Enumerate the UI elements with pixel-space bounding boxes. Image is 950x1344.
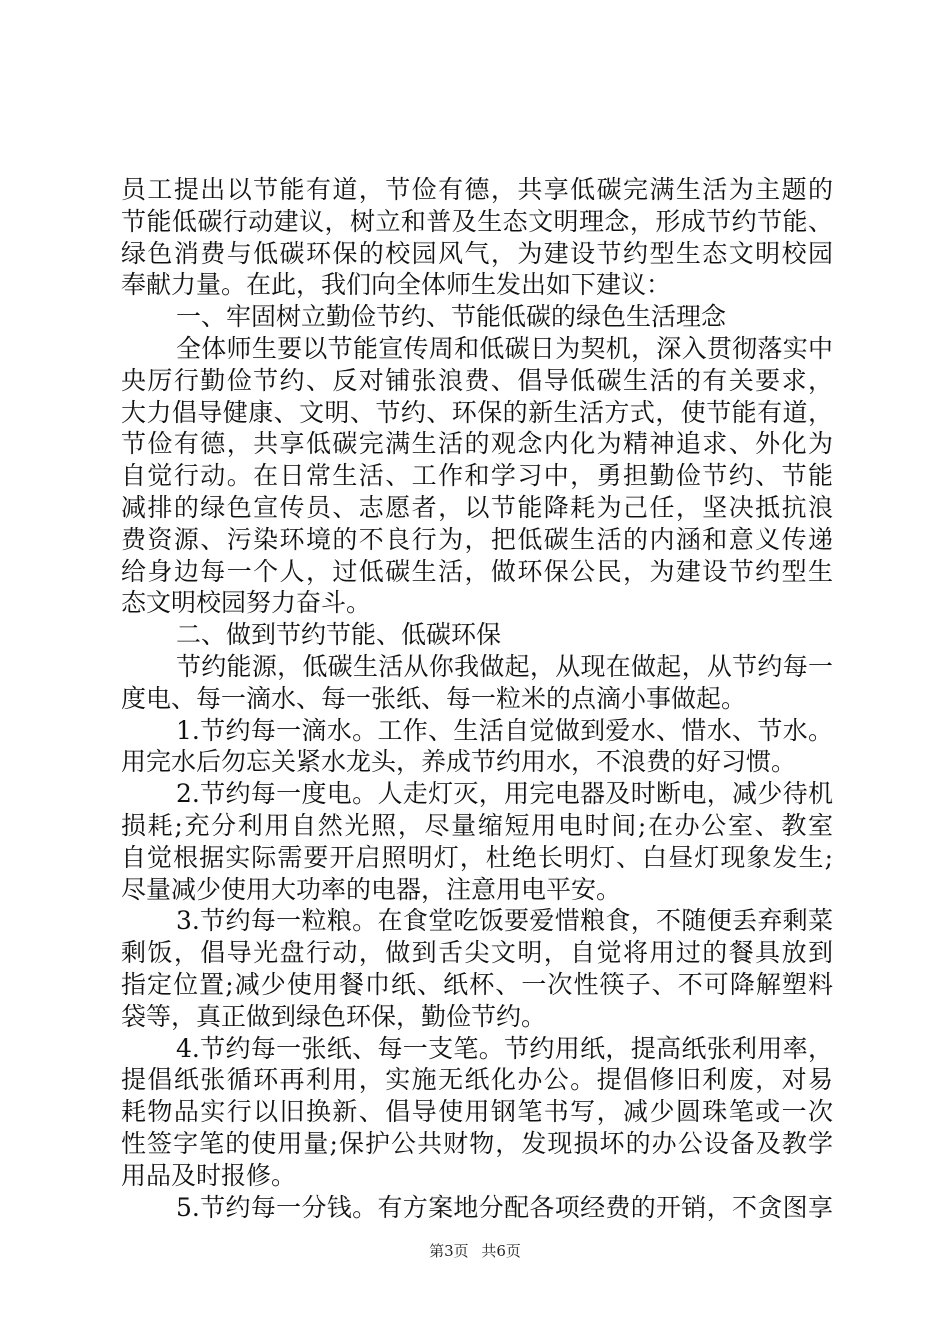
text-line: 节约能源，低碳生活从你我做起，从现在做起，从节约每一 [176,651,833,681]
page-total: 共6页 [481,1242,521,1260]
text-line: 指定位置;减少使用餐巾纸、纸杯、一次性筷子、不可降解塑料 [121,969,833,999]
text-line: 提倡纸张循环再利用，实施无纸化办公。提倡修旧利废，对易 [121,1065,833,1095]
text-line: 自觉行动。在日常生活、工作和学习中，勇担勤俭节约、节能 [121,461,833,491]
text-line: 耗物品实行以旧换新、倡导使用钢笔书写，减少圆珠笔或一次 [121,1097,833,1127]
text-line: 费资源、污染环境的不良行为，把低碳生活的内涵和意义传递 [121,524,833,554]
text-line: 给身边每一个人，过低碳生活，做环保公民，为建设节约型生 [121,556,833,586]
text-line: 用品及时报修。 [121,1160,297,1190]
text-line: 4.节约每一张纸、每一支笔。节约用纸，提高纸张利用率， [176,1033,833,1063]
text-line: 度电、每一滴水、每一张纸、每一粒米的点滴小事做起。 [121,683,747,713]
section-heading: 二、做到节约节能、低碳环保 [176,620,502,650]
text-line: 全体师生要以节能宣传周和低碳日为契机，深入贯彻落实中 [176,333,833,363]
text-line: 损耗;充分利用自然光照，尽量缩短用电时间;在办公室、教室 [121,810,833,840]
section-heading: 一、牢固树立勤俭节约、节能低碳的绿色生活理念 [176,302,727,332]
page-number: 第3页 [429,1242,469,1260]
text-line: 用完水后勿忘关紧水龙头，养成节约用水，不浪费的好习惯。 [121,747,797,777]
text-line: 员工提出以节能有道，节俭有德，共享低碳完满生活为主题的 [121,175,833,204]
text-line: 3.节约每一粒粮。在食堂吃饭要爱惜粮食，不随便丢弃剩菜 [176,906,833,936]
text-line: 央厉行勤俭节约、反对铺张浪费、倡导低碳生活的有关要求， [121,365,833,395]
text-line: 减排的绿色宣传员、志愿者，以节能降耗为己任，坚决抵抗浪 [121,492,833,522]
text-line: 袋等，真正做到绿色环保，勤俭节约。 [121,1001,547,1031]
text-line: 1.节约每一滴水。工作、生活自觉做到爱水、惜水、节水。 [176,715,833,745]
text-line: 绿色消费与低碳环保的校园风气，为建设节约型生态文明校园 [121,238,833,268]
text-line: 性签字笔的使用量;保护公共财物，发现损坏的办公设备及教学 [121,1128,833,1158]
text-line: 自觉根据实际需要开启照明灯，杜绝长明灯、白昼灯现象发生; [121,842,833,872]
text-line: 剩饭，倡导光盘行动，做到舌尖文明，自觉将用过的餐具放到 [121,938,833,968]
text-line: 节俭有德，共享低碳完满生活的观念内化为精神追求、外化为 [121,429,833,459]
text-line: 节能低碳行动建议，树立和普及生态文明理念，形成节约节能、 [121,206,833,236]
text-line: 5.节约每一分钱。有方案地分配各项经费的开销，不贪图享 [176,1192,833,1222]
page-footer [0,1240,950,1261]
text-line: 2.节约每一度电。人走灯灭，用完电器及时断电，减少待机 [176,779,833,809]
text-line: 大力倡导健康、文明、节约、环保的新生活方式，使节能有道， [121,397,833,427]
text-line: 态文明校园努力奋斗。 [121,588,372,618]
document-body [121,174,833,1223]
text-line: 奉献力量。在此，我们向全体师生发出如下建议： [121,270,672,300]
text-line: 尽量减少使用大功率的电器，注意用电平安。 [121,874,622,904]
